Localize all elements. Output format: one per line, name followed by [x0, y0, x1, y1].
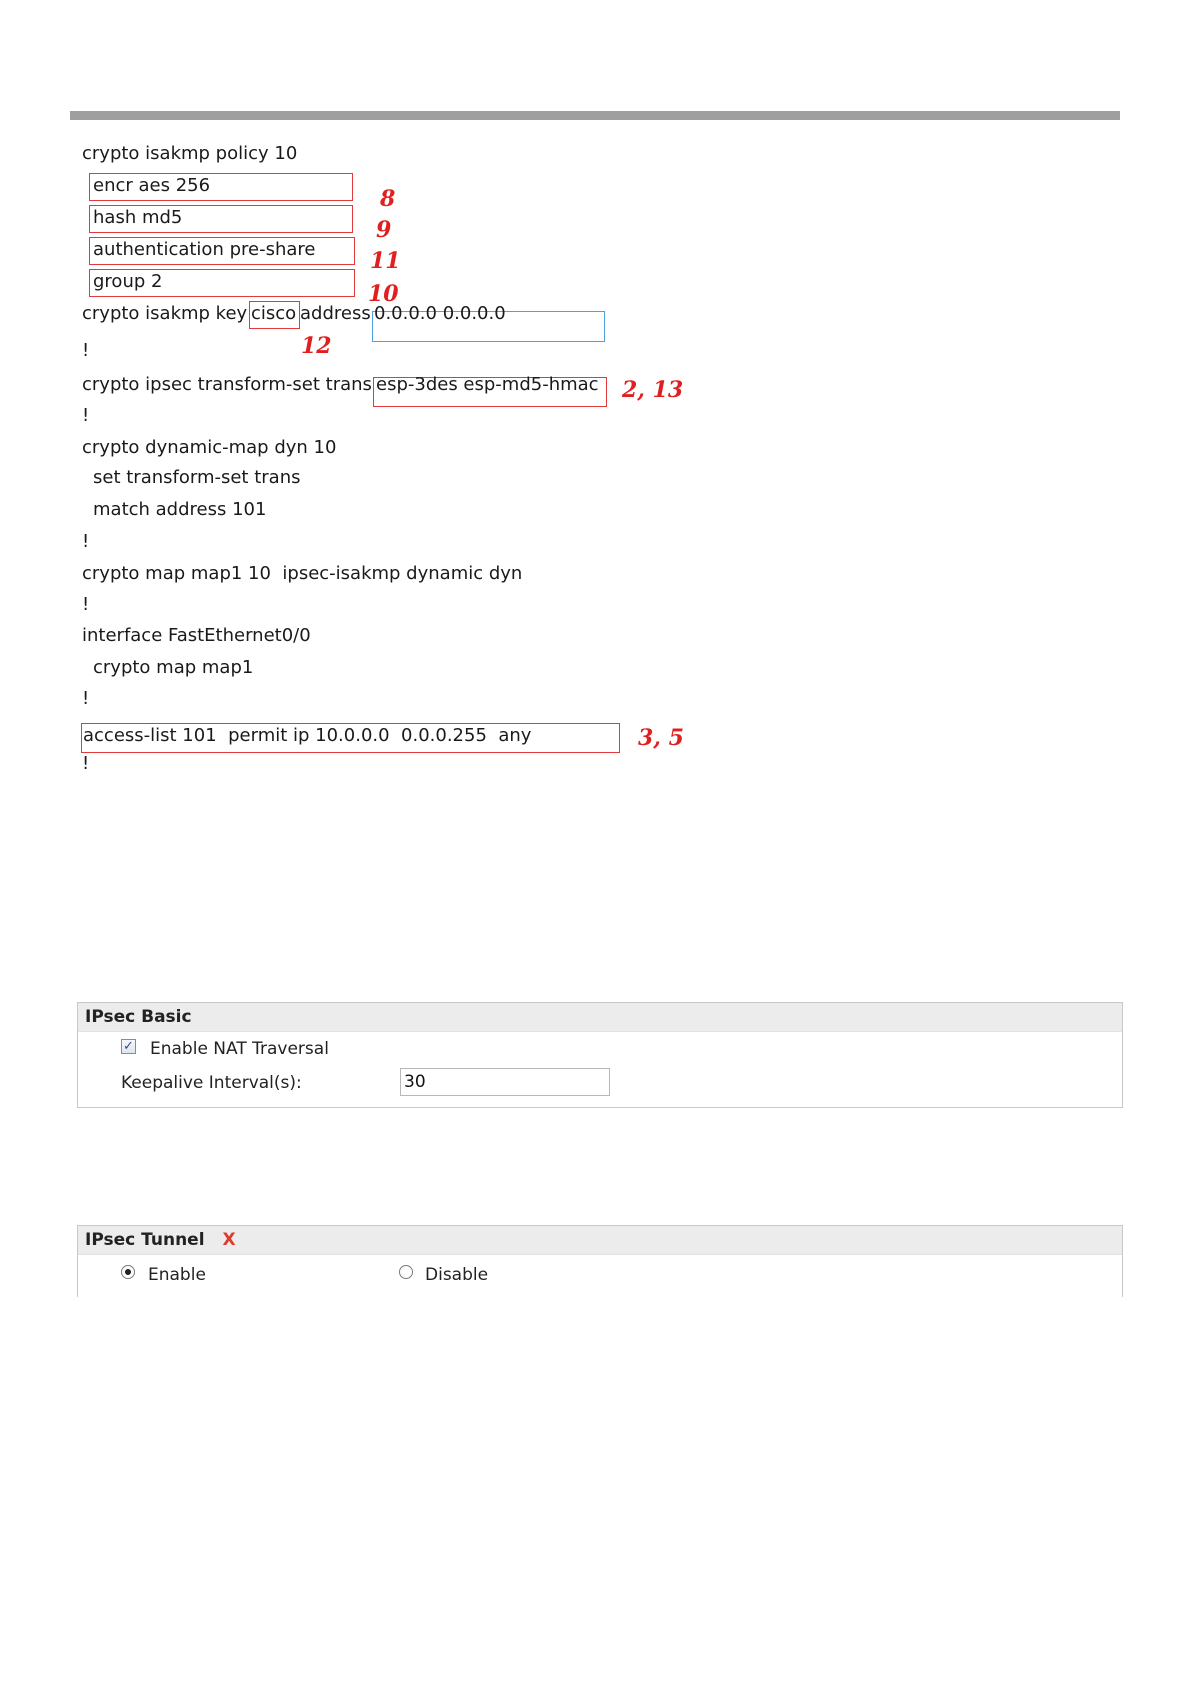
nat-traversal-checkbox[interactable]: ✓ [121, 1039, 136, 1054]
config-line: interface FastEthernet0/0 [82, 625, 311, 646]
config-line: ! [82, 405, 90, 426]
config-line: ! [82, 688, 90, 709]
config-line: ! [82, 531, 90, 552]
panel-title [78, 1226, 1122, 1255]
config-line: group 2 [93, 271, 163, 292]
config-line: ! [82, 340, 90, 361]
enable-radio[interactable] [121, 1265, 135, 1279]
disable-label: Disable [425, 1265, 489, 1285]
config-line: crypto map map1 [93, 657, 254, 678]
keepalive-label: Keepalive Interval(s): [121, 1073, 302, 1093]
nat-traversal-label: Enable NAT Traversal [150, 1039, 329, 1059]
config-line: address [300, 303, 371, 324]
config-line: esp-3des esp-md5-hmac [376, 374, 599, 395]
header-rule [70, 111, 1120, 120]
enable-label: Enable [148, 1265, 206, 1285]
config-line: 0.0.0.0 0.0.0.0 [374, 303, 506, 324]
annotation-label: 9 [376, 217, 392, 243]
config-line: cisco [251, 303, 297, 324]
config-line: crypto dynamic-map dyn 10 [82, 437, 337, 458]
ipsec-tunnel-panel [77, 1225, 1123, 1297]
panel-title-text: IPsec Tunnel [85, 1230, 205, 1250]
close-icon[interactable]: X [222, 1230, 236, 1250]
config-line: crypto isakmp policy 10 [82, 143, 298, 164]
config-line: access-list 101 permit ip 10.0.0.0 0.0.0.255 any [83, 725, 532, 746]
config-line: crypto ipsec transform-set trans [82, 374, 372, 395]
config-line: set transform-set trans [93, 467, 301, 488]
annotation-label: 2, 13 [622, 377, 684, 403]
config-line: crypto map map1 10 ipsec-isakmp dynamic dyn [82, 563, 523, 584]
config-line: ! [82, 753, 90, 774]
ipsec-basic-panel [77, 1002, 1123, 1108]
config-line: encr aes 256 [93, 175, 211, 196]
config-line: hash md5 [93, 207, 183, 228]
panel-title: IPsec Basic [78, 1003, 1122, 1032]
config-line: authentication pre-share [93, 239, 316, 260]
config-line: ! [82, 594, 90, 615]
annotation-label: 11 [370, 248, 401, 274]
keepalive-input[interactable]: 30 [400, 1068, 610, 1096]
config-line: crypto isakmp key [82, 303, 248, 324]
disable-radio[interactable] [399, 1265, 413, 1279]
annotation-label: 10 [368, 281, 399, 307]
annotation-label: 8 [380, 186, 396, 212]
annotation-label: 12 [301, 333, 332, 359]
annotation-label: 3, 5 [638, 725, 684, 751]
config-line: match address 101 [93, 499, 267, 520]
